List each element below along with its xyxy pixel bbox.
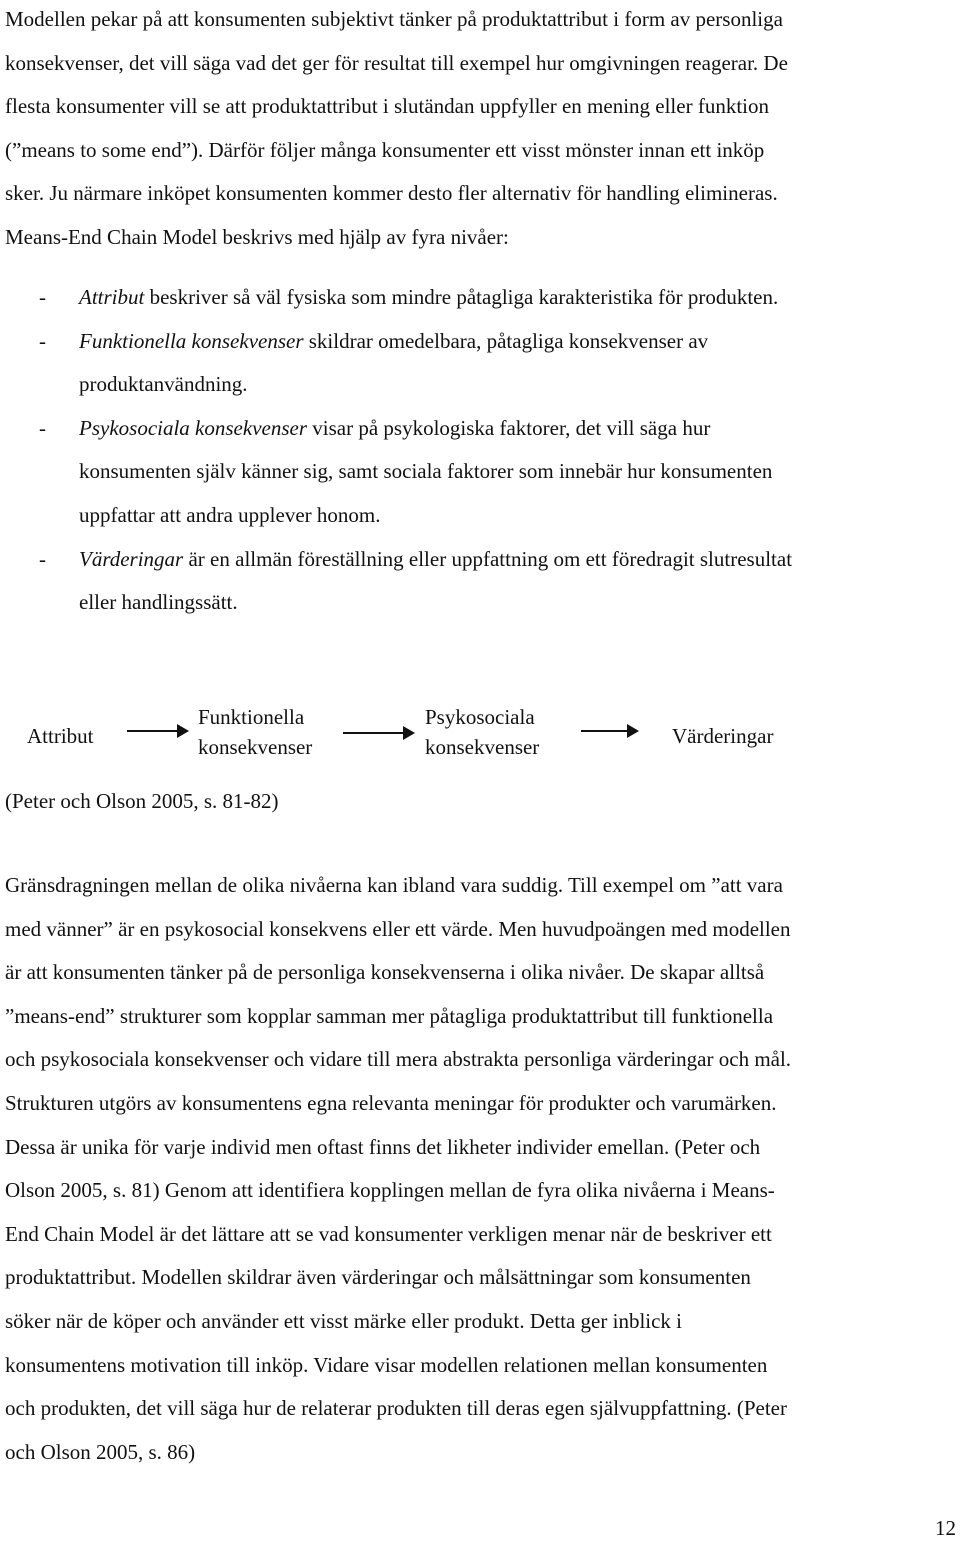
body-line: Dessa är unika för varje individ men oftast finns det likheter individer emellan. (Peter och: [5, 1134, 761, 1159]
body-line: konsumentens motivation till inköp. Vidare visar modellen relationen mellan konsumenten: [5, 1352, 768, 1377]
list-dash: -: [39, 328, 46, 353]
body-line: Gränsdragningen mellan de olika nivåerna kan ibland vara suddig. Till exempel om ”att vara: [5, 873, 783, 897]
level-text: eller handlingssätt.: [79, 590, 238, 615]
levels-list: [5, 276, 955, 625]
page-number: 12: [935, 1516, 956, 1540]
intro-line: (”means to some end”). Därför följer många konsumenter ett visst mönster innan ett inköp: [5, 137, 765, 162]
intro-line: konsekvenser, det vill säga vad det ger för resultat till exempel hur omgivningen reagerar. De: [5, 50, 788, 75]
body-line: med vänner” är en psykosocial konsekvens eller ett värde. Men huvudpoängen med modellen: [5, 916, 791, 941]
level-item-varderingar: [5, 538, 955, 625]
body-line: Olson 2005, s. 81) Genom att identifiera kopplingen mellan de fyra olika nivåerna i Means-: [5, 1178, 775, 1203]
diagram-node-line: konsekvenser: [425, 735, 540, 759]
level-term: Psykosociala konsekvenser: [79, 415, 307, 440]
diagram-node-psykosociala: [425, 702, 539, 762]
level-term: Funktionella konsekvenser: [79, 328, 304, 353]
body-line: och psykosociala konsekvenser och vidare till mera abstrakta personliga värderingar och mål.: [5, 1047, 792, 1072]
level-text: konsumenten själv känner sig, samt sociala faktorer som innebär hur konsumenten: [79, 459, 773, 484]
diagram-node-line: Funktionella: [198, 705, 305, 729]
intro-line: Means-End Chain Model beskrivs med hjälp av fyra nivåer:: [5, 224, 509, 249]
level-text: produktanvändning.: [79, 372, 248, 397]
intro-paragraph: [5, 0, 955, 260]
diagram-arrow: [127, 730, 187, 732]
diagram-arrow: [343, 732, 413, 734]
diagram-node-line: Psykosociala: [425, 705, 535, 729]
body-line: ”means-end” strukturer som kopplar samman mer påtagliga produktattribut till funktionella: [5, 1003, 774, 1028]
body-line: End Chain Model är det lättare att se vad konsumenter verkligen menar när de beskriver ett: [5, 1221, 772, 1246]
level-text: uppfattar att andra upplever honom.: [79, 502, 381, 527]
intro-line: Modellen pekar på att konsumenten subjektivt tänker på produktattribut i form av personliga: [5, 7, 783, 31]
diagram-node-funktionella: [198, 702, 312, 762]
level-term: Attribut: [79, 285, 145, 309]
level-term: Värderingar: [79, 546, 184, 571]
level-text: är en allmän föreställning eller uppfattning om ett föredragit slutresultat: [188, 546, 793, 571]
level-text: visar på psykologiska faktorer, det vill säga hur: [312, 415, 711, 440]
body-line: är att konsumenten tänker på de personliga konsekvenserna i olika nivåer. De skapar alltså: [5, 960, 765, 985]
body-line: produktattribut. Modellen skildrar även värderingar och målsättningar som konsumenten: [5, 1265, 751, 1290]
list-dash: -: [39, 285, 46, 309]
body-line: och produkten, det vill säga hur de relaterar produkten till deras egen självuppfattning. (Peter: [5, 1396, 787, 1421]
intro-line: flesta konsumenter vill se att produktattribut i slutändan uppfyller en mening eller funktion: [5, 94, 769, 119]
level-text: skildrar omedelbara, påtagliga konsekvenser av: [308, 328, 709, 353]
means-end-chain-diagram: [5, 690, 955, 770]
diagram-node-line: konsekvenser: [198, 735, 313, 759]
list-dash: -: [39, 546, 46, 571]
body-line: och Olson 2005, s. 86): [5, 1439, 196, 1464]
level-item-funktionella: [5, 320, 955, 407]
level-item-psykosociala: [5, 407, 955, 538]
diagram-node-attribut: Attribut: [27, 724, 94, 748]
body-paragraph: [5, 864, 957, 1474]
level-item-attribut: [5, 276, 955, 320]
citation: (Peter och Olson 2005, s. 81-82): [5, 789, 279, 813]
diagram-node-varderingar: Värderingar: [672, 724, 774, 748]
diagram-arrow: [581, 730, 637, 732]
intro-line: sker. Ju närmare inköpet konsumenten kommer desto fler alternativ för handling elimineras.: [5, 181, 778, 206]
list-dash: -: [39, 415, 46, 440]
level-text: beskriver så väl fysiska som mindre påtagliga karakteristika för produkten.: [149, 285, 779, 309]
body-line: söker när de köper och använder ett visst märke eller produkt. Detta ger inblick i: [5, 1308, 683, 1333]
body-line: Strukturen utgörs av konsumentens egna relevanta meningar för produkter och varumärken.: [5, 1090, 777, 1115]
